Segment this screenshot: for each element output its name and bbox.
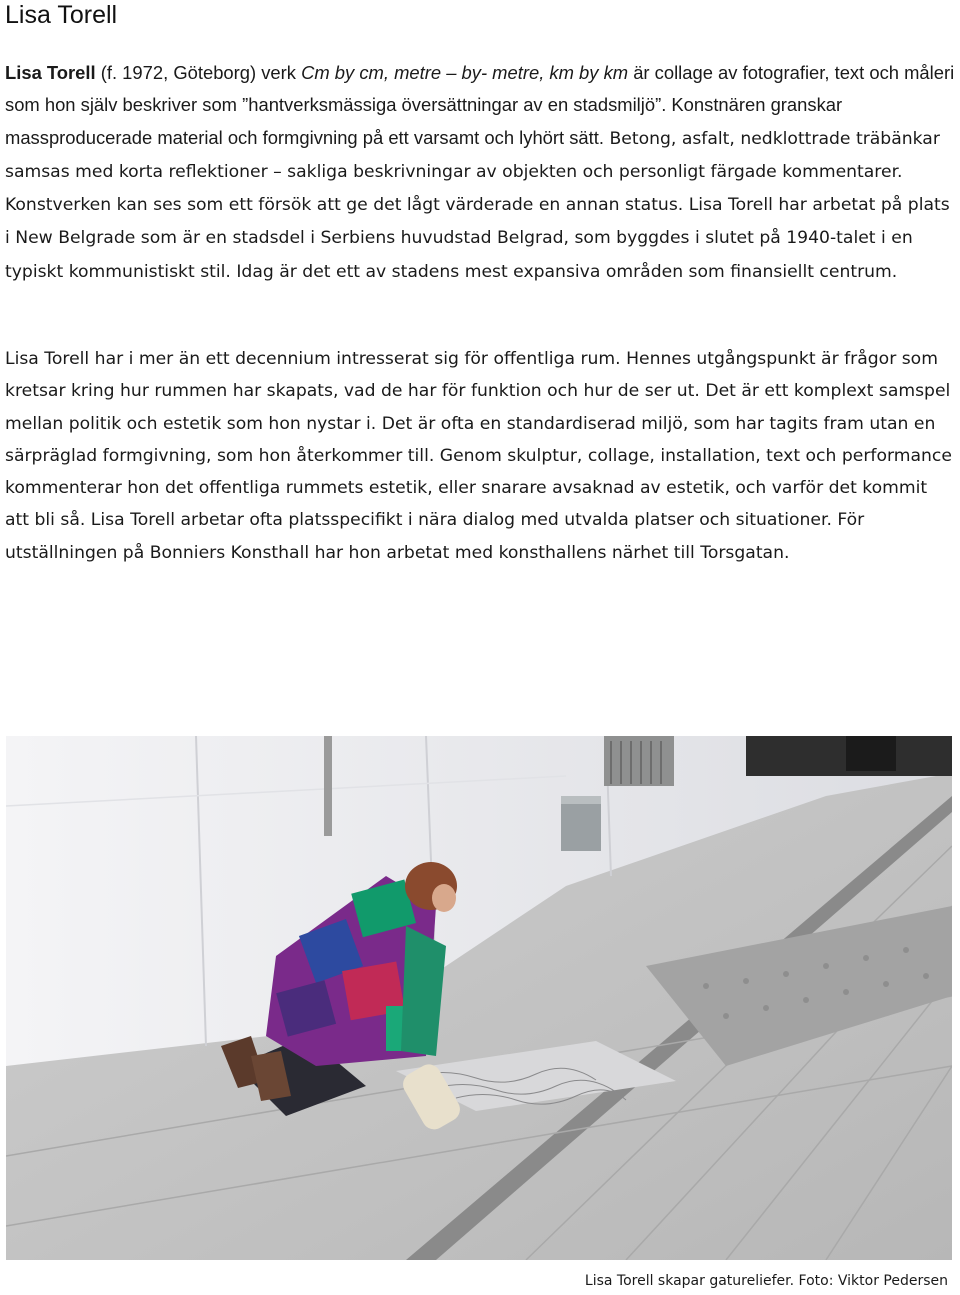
photo-caption: Lisa Torell skapar gatureliefer. Foto: Viktor Pedersen bbox=[584, 1273, 948, 1289]
intro-text-rest: Betong, asfalt, nedklottrade träbänkar samsas med korta reflektioner – sakliga beskrivningar av objekten och personligt färgade kommentarer. Konstverken kan ses som ett försök att ge det lågt värderade en annan status. Lisa Torell har arbetat på plats i New Belgrade som är en stadsdel i Serbiens huvudstad Belgrad, som byggdes i slutet på 1940-talet i en typiskt kommunistiskt stil. Idag är det ett av stadens mest expansiva områden som finansiellt centrum. bbox=[5, 128, 950, 282]
intro-text-tail: är collage av fotografier, text och måleri som hon själv beskriver som ”hantverksmässiga översättningar av en stadsmiljö”. Konstnären granskar massproducerade material och formgivning på ett varsamt och lyhört sätt. bbox=[5, 62, 955, 148]
body-paragraph: Lisa Torell har i mer än ett decennium intresserat sig för offentliga rum. Hennes utgångspunkt är frågor som kretsar kring hur rummen har skapats, vad de har för funktion och hur de ser ut. Det är ett komplext samspel mellan politik och estetik som hon nystar i. Det är ofta en standardiserad miljö, som har tagits fram utan en särpräglad formgivning, som hon återkommer till. Genom skulptur, collage, installation, text och performance kommenterar hon det offentliga rummets estetik, eller snarare avsaknad av estetik, och varför det kommit att bli så. Lisa Torell arbetar ofta platsspecifikt i nära dialog med utvalda platser och situationer. För utställningen på Bonniers Konsthall har hon arbetat med konsthallens närhet till Torsgatan. bbox=[5, 349, 952, 563]
page-title: Lisa Torell bbox=[5, 1, 118, 29]
intro-text: (f. 1972, Göteborg) verk bbox=[95, 62, 302, 83]
work-title: Cm by cm, metre – by- metre, km by km bbox=[301, 62, 629, 83]
intro-paragraph bbox=[5, 57, 955, 288]
artist-name: Lisa Torell bbox=[5, 62, 96, 83]
artist-photo bbox=[6, 736, 952, 1260]
